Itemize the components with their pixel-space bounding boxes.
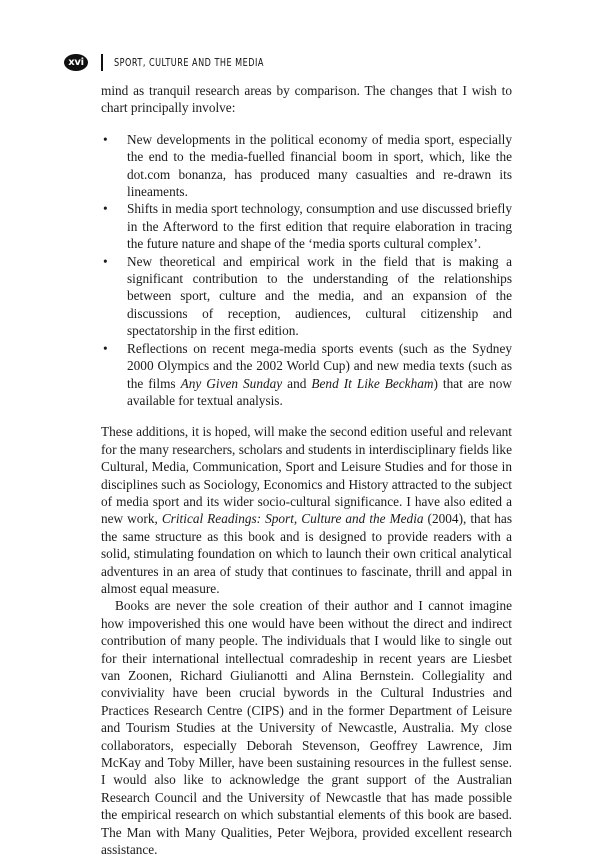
bullet-icon: • <box>103 201 108 217</box>
list-item <box>101 200 512 252</box>
page-number: xvi <box>64 54 88 71</box>
running-head: SPORT, CULTURE AND THE MEDIA <box>114 55 264 69</box>
bullet-list <box>101 131 512 410</box>
list-item-text: Shifts in media sport technology, consumption and use discussed briefly in the Afterword to the first edition that require elaboration in tracing the future nature and shape of the ‘media sports cultural complex’. <box>127 201 512 252</box>
body-text <box>101 82 512 858</box>
bullet-icon: • <box>103 253 108 269</box>
list-item <box>101 131 512 201</box>
intro-paragraph: mind as tranquil research areas by comparison. The changes that I wish to chart principally involve: <box>101 83 512 116</box>
list-item-text-after: ) that are now available for textual analysis. <box>127 375 512 408</box>
list-item-text-before: Reflections on recent mega-media sports events (such as the Sydney 2000 Olympics and the 2002 World Cup) and new media texts (such as the films <box>127 340 512 391</box>
list-item-text: New developments in the political economy of media sport, especially the end to the media-fuelled financial boom in sport, which, like the dot.com bonanza, has produced many casualties and re-drawn its lineaments. <box>127 131 512 200</box>
paragraph-acknowledgements: Books are never the sole creation of their author and I cannot imagine how impoverished this one would have been without the direct and indirect contribution of many people. The individuals that I would like to single out for their international intellectual comradeship in recent years are Liesbet van Zoonen, Richard Giulianotti and Alina Bernstein. Collegiality and conviviality have been crucial bywords in the Cultural Industries and Practices Research Centre (CIPS) and in the former Department of Leisure and Tourism Studies at the University of Newcastle, Australia. My close collaborators, especially Deborah Stevenson, Geoffrey Lawrence, Jim McKay and Toby Miller, have been sustaining resources in the fullest sense. I would also like to acknowledge the grant support of the Australian Research Council and the University of Newcastle that has made possible the empirical research on which substantial elements of this book are based. The Man with Many Qualities, Peter Wejbora, provided excellent research assistance. <box>101 598 512 858</box>
header-divider <box>101 54 103 71</box>
bullet-icon: • <box>103 131 108 147</box>
paragraph-additions <box>101 423 512 597</box>
bullet-icon: • <box>103 340 108 356</box>
list-item <box>101 253 512 340</box>
paragraph-text-after: (2004), that has the same structure as this book and is designed to provide readers with a solid, stimulating foundation on which to launch their own critical analytical adventures in an area of study that continues to fascinate, thrill and appal in almost equal measure. <box>101 511 512 596</box>
book-title: Critical Readings: Sport, Culture and the Media <box>161 511 424 527</box>
page-header <box>64 52 297 72</box>
list-item-text-middle: and <box>282 375 312 391</box>
paragraph-text-before: These additions, it is hoped, will make the second edition useful and relevant for the many researchers, scholars and students in interdisciplinary fields like Cultural, Media, Communication, Sport and Leisure Studies and for those in disciplines such as Sociology, Economics and History attracted to the subject of media sport and its wider socio-cultural significance. I have also edited a new work, <box>101 424 512 527</box>
film-title: Any Given Sunday <box>180 375 283 391</box>
list-item <box>101 340 512 410</box>
list-item-text: New theoretical and empirical work in the field that is making a significant contribution to the understanding of the relationships between sport, culture and the media, and an expansion of the discussions of reception, audiences, cultural citizenship and spectatorship in the first edition. <box>127 253 512 339</box>
film-title: Bend It Like Beckham <box>311 375 434 391</box>
